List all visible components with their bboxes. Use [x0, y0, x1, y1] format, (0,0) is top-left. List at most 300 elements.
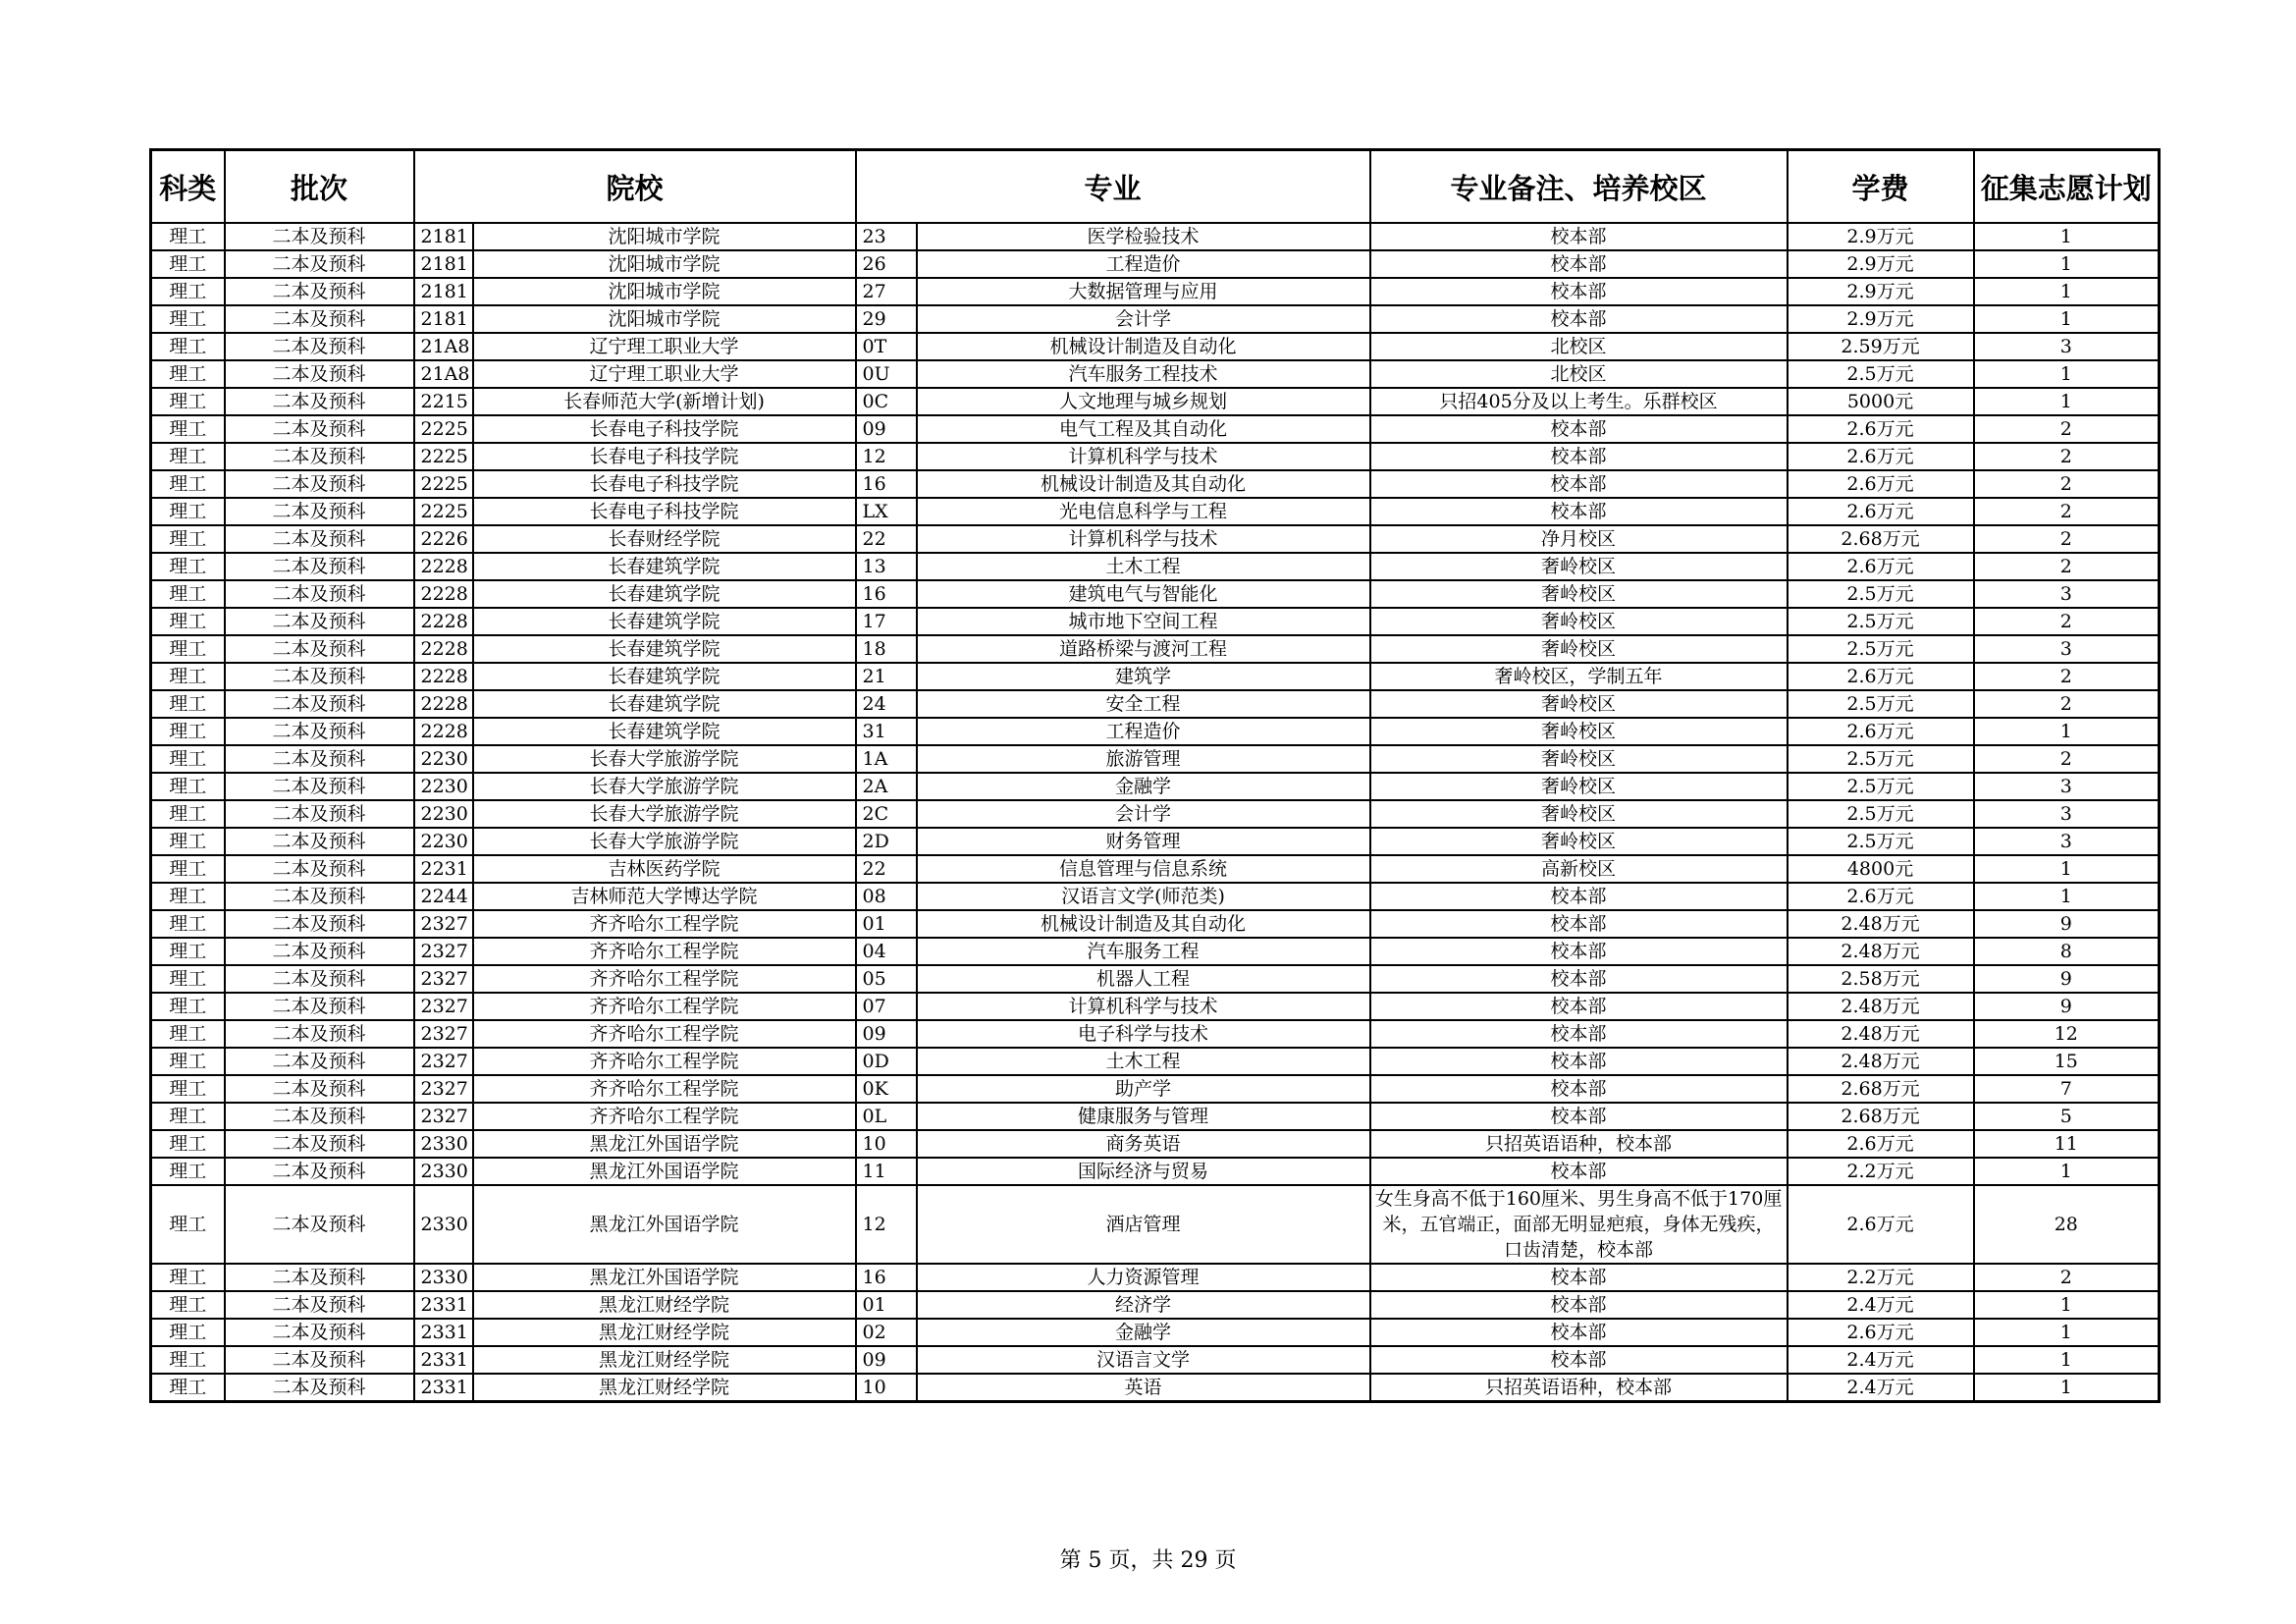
cell-school-name: 长春建筑学院 [473, 690, 856, 718]
cell-fee: 2.68万元 [1788, 1103, 1974, 1130]
cell-batch: 二本及预科 [225, 498, 414, 525]
cell-note: 净月校区 [1370, 525, 1788, 553]
cell-school-name: 黑龙江财经学院 [473, 1374, 856, 1402]
cell-plan: 3 [1974, 635, 2160, 663]
cell-category: 理工 [151, 1374, 225, 1402]
cell-school-code: 2327 [414, 938, 473, 965]
cell-batch: 二本及预科 [225, 1075, 414, 1103]
cell-major-name: 国际经济与贸易 [917, 1158, 1370, 1185]
cell-fee: 2.5万元 [1788, 828, 1974, 855]
cell-school-name: 吉林师范大学博达学院 [473, 883, 856, 910]
cell-school-name: 沈阳城市学院 [473, 250, 856, 278]
cell-major-name: 酒店管理 [917, 1185, 1370, 1264]
cell-school-code: 2181 [414, 250, 473, 278]
table-row [151, 800, 2160, 828]
cell-fee: 2.5万元 [1788, 745, 1974, 773]
cell-major-name: 城市地下空间工程 [917, 608, 1370, 635]
cell-plan: 9 [1974, 993, 2160, 1020]
cell-major-name: 人文地理与城乡规划 [917, 388, 1370, 415]
cell-note: 校本部 [1370, 305, 1788, 333]
cell-category: 理工 [151, 360, 225, 388]
cell-school-name: 长春大学旅游学院 [473, 773, 856, 800]
cell-major-name: 建筑学 [917, 663, 1370, 690]
cell-school-code: 2228 [414, 663, 473, 690]
table-row [151, 1103, 2160, 1130]
table-header [151, 150, 2160, 224]
cell-batch: 二本及预科 [225, 745, 414, 773]
cell-school-code: 2330 [414, 1185, 473, 1264]
cell-note: 校本部 [1370, 498, 1788, 525]
table-row [151, 250, 2160, 278]
cell-category: 理工 [151, 498, 225, 525]
cell-batch: 二本及预科 [225, 360, 414, 388]
cell-school-name: 沈阳城市学院 [473, 223, 856, 250]
cell-school-code: 2327 [414, 993, 473, 1020]
cell-school-name: 辽宁理工职业大学 [473, 360, 856, 388]
cell-major-name: 汉语言文学 [917, 1346, 1370, 1374]
cell-major-code: 09 [856, 1020, 917, 1048]
cell-note: 校本部 [1370, 470, 1788, 498]
cell-school-name: 沈阳城市学院 [473, 305, 856, 333]
cell-note: 奢岭校区，学制五年 [1370, 663, 1788, 690]
cell-major-name: 会计学 [917, 800, 1370, 828]
table-row [151, 1158, 2160, 1185]
cell-note: 只招英语语种，校本部 [1370, 1130, 1788, 1158]
cell-plan: 3 [1974, 580, 2160, 608]
cell-note: 高新校区 [1370, 855, 1788, 883]
cell-major-name: 机械设计制造及其自动化 [917, 470, 1370, 498]
cell-major-name: 财务管理 [917, 828, 1370, 855]
cell-category: 理工 [151, 855, 225, 883]
cell-note: 只招405分及以上考生。乐群校区 [1370, 388, 1788, 415]
cell-batch: 二本及预科 [225, 305, 414, 333]
cell-note: 女生身高不低于160厘米、男生身高不低于170厘米，五官端正，面部无明显疤痕，身体无残疾，口齿清楚，校本部 [1370, 1185, 1788, 1264]
cell-major-code: 07 [856, 993, 917, 1020]
cell-batch: 二本及预科 [225, 1291, 414, 1319]
cell-category: 理工 [151, 1158, 225, 1185]
cell-plan: 2 [1974, 1264, 2160, 1291]
cell-major-code: 04 [856, 938, 917, 965]
cell-school-code: 2331 [414, 1346, 473, 1374]
cell-plan: 2 [1974, 415, 2160, 443]
cell-major-code: 1A [856, 745, 917, 773]
cell-plan: 1 [1974, 718, 2160, 745]
cell-note: 校本部 [1370, 1103, 1788, 1130]
cell-major-name: 机械设计制造及其自动化 [917, 910, 1370, 938]
cell-plan: 3 [1974, 773, 2160, 800]
cell-major-name: 汽车服务工程技术 [917, 360, 1370, 388]
cell-category: 理工 [151, 663, 225, 690]
cell-category: 理工 [151, 608, 225, 635]
table-row [151, 690, 2160, 718]
cell-plan: 9 [1974, 965, 2160, 993]
cell-fee: 2.6万元 [1788, 718, 1974, 745]
cell-note: 校本部 [1370, 993, 1788, 1020]
cell-fee: 2.5万元 [1788, 773, 1974, 800]
cell-school-name: 沈阳城市学院 [473, 278, 856, 305]
cell-fee: 2.2万元 [1788, 1158, 1974, 1185]
table-row [151, 663, 2160, 690]
cell-note: 校本部 [1370, 965, 1788, 993]
admission-plan-table [149, 148, 2161, 1403]
cell-plan: 15 [1974, 1048, 2160, 1075]
cell-plan: 8 [1974, 938, 2160, 965]
cell-note: 奢岭校区 [1370, 553, 1788, 580]
cell-major-name: 医学检验技术 [917, 223, 1370, 250]
cell-note: 校本部 [1370, 1158, 1788, 1185]
cell-school-name: 长春建筑学院 [473, 663, 856, 690]
cell-note: 奢岭校区 [1370, 580, 1788, 608]
cell-major-code: 16 [856, 1264, 917, 1291]
cell-batch: 二本及预科 [225, 718, 414, 745]
table-row [151, 828, 2160, 855]
table-row [151, 443, 2160, 470]
cell-plan: 12 [1974, 1020, 2160, 1048]
table-row [151, 1374, 2160, 1402]
cell-plan: 1 [1974, 883, 2160, 910]
cell-category: 理工 [151, 250, 225, 278]
cell-major-name: 安全工程 [917, 690, 1370, 718]
cell-batch: 二本及预科 [225, 690, 414, 718]
cell-fee: 2.6万元 [1788, 663, 1974, 690]
cell-batch: 二本及预科 [225, 1185, 414, 1264]
cell-school-name: 长春师范大学(新增计划) [473, 388, 856, 415]
table-body [151, 223, 2160, 1402]
header-batch: 批次 [225, 150, 414, 224]
cell-school-code: 2330 [414, 1158, 473, 1185]
cell-school-name: 长春建筑学院 [473, 580, 856, 608]
cell-fee: 2.4万元 [1788, 1374, 1974, 1402]
page-number: 第 5 页，共 29 页 [1059, 1548, 1237, 1573]
cell-plan: 2 [1974, 663, 2160, 690]
cell-note: 奢岭校区 [1370, 773, 1788, 800]
cell-category: 理工 [151, 388, 225, 415]
cell-batch: 二本及预科 [225, 1130, 414, 1158]
cell-fee: 2.48万元 [1788, 993, 1974, 1020]
cell-batch: 二本及预科 [225, 855, 414, 883]
cell-school-code: 2230 [414, 800, 473, 828]
cell-school-code: 2225 [414, 443, 473, 470]
cell-major-code: 18 [856, 635, 917, 663]
cell-major-code: 02 [856, 1319, 917, 1346]
table-row [151, 1020, 2160, 1048]
table-row [151, 223, 2160, 250]
cell-major-name: 商务英语 [917, 1130, 1370, 1158]
cell-school-code: 2327 [414, 1048, 473, 1075]
header-row [151, 150, 2160, 224]
cell-school-name: 长春大学旅游学院 [473, 828, 856, 855]
cell-category: 理工 [151, 828, 225, 855]
cell-note: 校本部 [1370, 223, 1788, 250]
cell-school-name: 长春大学旅游学院 [473, 800, 856, 828]
cell-school-name: 齐齐哈尔工程学院 [473, 938, 856, 965]
cell-plan: 2 [1974, 553, 2160, 580]
cell-school-code: 2330 [414, 1264, 473, 1291]
table-row [151, 1048, 2160, 1075]
cell-major-code: 10 [856, 1130, 917, 1158]
cell-school-code: 2215 [414, 388, 473, 415]
cell-note: 奢岭校区 [1370, 718, 1788, 745]
cell-batch: 二本及预科 [225, 1346, 414, 1374]
cell-school-code: 2181 [414, 278, 473, 305]
cell-school-code: 2228 [414, 608, 473, 635]
cell-fee: 2.48万元 [1788, 1048, 1974, 1075]
cell-school-code: 2181 [414, 305, 473, 333]
cell-major-code: 0L [856, 1103, 917, 1130]
table-row [151, 553, 2160, 580]
cell-school-code: 2230 [414, 773, 473, 800]
table-row [151, 1185, 2160, 1264]
cell-major-code: 23 [856, 223, 917, 250]
table-row [151, 525, 2160, 553]
cell-note: 奢岭校区 [1370, 800, 1788, 828]
cell-batch: 二本及预科 [225, 608, 414, 635]
cell-school-code: 2327 [414, 1020, 473, 1048]
table-row [151, 278, 2160, 305]
cell-fee: 2.6万元 [1788, 553, 1974, 580]
cell-fee: 2.59万元 [1788, 333, 1974, 360]
cell-school-name: 黑龙江外国语学院 [473, 1264, 856, 1291]
cell-school-code: 2327 [414, 910, 473, 938]
cell-batch: 二本及预科 [225, 278, 414, 305]
table-row [151, 360, 2160, 388]
cell-major-code: 2A [856, 773, 917, 800]
cell-school-name: 长春建筑学院 [473, 718, 856, 745]
table-row [151, 1130, 2160, 1158]
cell-major-code: 0K [856, 1075, 917, 1103]
cell-school-name: 长春建筑学院 [473, 635, 856, 663]
cell-major-name: 汽车服务工程 [917, 938, 1370, 965]
cell-fee: 2.4万元 [1788, 1346, 1974, 1374]
cell-school-code: 2230 [414, 828, 473, 855]
cell-fee: 2.9万元 [1788, 305, 1974, 333]
cell-fee: 2.6万元 [1788, 1319, 1974, 1346]
cell-category: 理工 [151, 910, 225, 938]
cell-fee: 2.4万元 [1788, 1291, 1974, 1319]
cell-major-name: 电子科学与技术 [917, 1020, 1370, 1048]
cell-plan: 1 [1974, 250, 2160, 278]
cell-category: 理工 [151, 443, 225, 470]
cell-school-code: 21A8 [414, 333, 473, 360]
table-row [151, 415, 2160, 443]
cell-major-code: LX [856, 498, 917, 525]
cell-fee: 2.5万元 [1788, 800, 1974, 828]
cell-batch: 二本及预科 [225, 1048, 414, 1075]
cell-school-name: 辽宁理工职业大学 [473, 333, 856, 360]
header-plan: 征集志愿计划 [1974, 150, 2160, 224]
cell-plan: 1 [1974, 1319, 2160, 1346]
cell-major-code: 13 [856, 553, 917, 580]
header-category: 科类 [151, 150, 225, 224]
cell-plan: 1 [1974, 1374, 2160, 1402]
cell-note: 校本部 [1370, 938, 1788, 965]
cell-category: 理工 [151, 938, 225, 965]
cell-fee: 2.5万元 [1788, 360, 1974, 388]
cell-major-name: 信息管理与信息系统 [917, 855, 1370, 883]
cell-major-code: 29 [856, 305, 917, 333]
cell-note: 校本部 [1370, 1291, 1788, 1319]
cell-major-name: 工程造价 [917, 250, 1370, 278]
cell-school-code: 2331 [414, 1319, 473, 1346]
cell-note: 奢岭校区 [1370, 690, 1788, 718]
cell-plan: 3 [1974, 800, 2160, 828]
cell-note: 奢岭校区 [1370, 828, 1788, 855]
cell-category: 理工 [151, 1103, 225, 1130]
cell-plan: 2 [1974, 470, 2160, 498]
cell-batch: 二本及预科 [225, 470, 414, 498]
cell-major-name: 英语 [917, 1374, 1370, 1402]
cell-fee: 2.6万元 [1788, 883, 1974, 910]
cell-major-code: 0D [856, 1048, 917, 1075]
cell-major-code: 27 [856, 278, 917, 305]
cell-batch: 二本及预科 [225, 333, 414, 360]
cell-plan: 1 [1974, 305, 2160, 333]
cell-batch: 二本及预科 [225, 1020, 414, 1048]
cell-note: 北校区 [1370, 333, 1788, 360]
cell-plan: 1 [1974, 360, 2160, 388]
cell-batch: 二本及预科 [225, 635, 414, 663]
cell-fee: 2.6万元 [1788, 415, 1974, 443]
cell-major-name: 工程造价 [917, 718, 1370, 745]
cell-fee: 5000元 [1788, 388, 1974, 415]
cell-plan: 7 [1974, 1075, 2160, 1103]
cell-major-code: 09 [856, 415, 917, 443]
cell-school-code: 2225 [414, 498, 473, 525]
cell-major-code: 26 [856, 250, 917, 278]
cell-school-code: 2226 [414, 525, 473, 553]
cell-fee: 2.5万元 [1788, 608, 1974, 635]
cell-school-code: 2331 [414, 1291, 473, 1319]
cell-major-name: 大数据管理与应用 [917, 278, 1370, 305]
table-row [151, 993, 2160, 1020]
cell-major-code: 10 [856, 1374, 917, 1402]
cell-category: 理工 [151, 525, 225, 553]
table-row [151, 388, 2160, 415]
cell-category: 理工 [151, 1319, 225, 1346]
table-row [151, 910, 2160, 938]
cell-school-code: 2181 [414, 223, 473, 250]
cell-plan: 3 [1974, 333, 2160, 360]
cell-major-code: 12 [856, 1185, 917, 1264]
table-row [151, 718, 2160, 745]
cell-note: 奢岭校区 [1370, 745, 1788, 773]
cell-batch: 二本及预科 [225, 443, 414, 470]
cell-major-code: 16 [856, 470, 917, 498]
cell-school-name: 齐齐哈尔工程学院 [473, 965, 856, 993]
cell-batch: 二本及预科 [225, 580, 414, 608]
cell-plan: 2 [1974, 690, 2160, 718]
cell-major-code: 01 [856, 910, 917, 938]
cell-batch: 二本及预科 [225, 663, 414, 690]
cell-major-code: 05 [856, 965, 917, 993]
cell-category: 理工 [151, 1020, 225, 1048]
cell-note: 校本部 [1370, 1346, 1788, 1374]
cell-fee: 2.9万元 [1788, 278, 1974, 305]
header-fee: 学费 [1788, 150, 1974, 224]
table-row [151, 1291, 2160, 1319]
cell-plan: 9 [1974, 910, 2160, 938]
cell-batch: 二本及预科 [225, 388, 414, 415]
cell-school-code: 2225 [414, 415, 473, 443]
cell-school-code: 2228 [414, 553, 473, 580]
cell-school-name: 长春电子科技学院 [473, 415, 856, 443]
cell-plan: 1 [1974, 1291, 2160, 1319]
cell-school-code: 2331 [414, 1374, 473, 1402]
cell-school-code: 2327 [414, 1075, 473, 1103]
cell-fee: 2.5万元 [1788, 580, 1974, 608]
cell-major-code: 11 [856, 1158, 917, 1185]
cell-category: 理工 [151, 1130, 225, 1158]
header-school: 院校 [414, 150, 856, 224]
cell-plan: 1 [1974, 1346, 2160, 1374]
header-major: 专业 [856, 150, 1370, 224]
table-row [151, 1264, 2160, 1291]
cell-fee: 2.58万元 [1788, 965, 1974, 993]
cell-note: 校本部 [1370, 1319, 1788, 1346]
cell-major-code: 16 [856, 580, 917, 608]
cell-batch: 二本及预科 [225, 223, 414, 250]
cell-major-name: 光电信息科学与工程 [917, 498, 1370, 525]
cell-batch: 二本及预科 [225, 525, 414, 553]
cell-major-code: 17 [856, 608, 917, 635]
cell-category: 理工 [151, 333, 225, 360]
cell-category: 理工 [151, 278, 225, 305]
cell-major-code: 09 [856, 1346, 917, 1374]
table-row [151, 1075, 2160, 1103]
table-row [151, 745, 2160, 773]
cell-plan: 1 [1974, 223, 2160, 250]
cell-category: 理工 [151, 1185, 225, 1264]
cell-major-code: 0U [856, 360, 917, 388]
cell-school-name: 黑龙江财经学院 [473, 1346, 856, 1374]
cell-plan: 2 [1974, 443, 2160, 470]
cell-batch: 二本及预科 [225, 883, 414, 910]
cell-fee: 2.5万元 [1788, 690, 1974, 718]
cell-school-name: 长春电子科技学院 [473, 470, 856, 498]
cell-batch: 二本及预科 [225, 938, 414, 965]
cell-school-name: 齐齐哈尔工程学院 [473, 1075, 856, 1103]
cell-school-code: 2228 [414, 635, 473, 663]
cell-school-code: 2228 [414, 690, 473, 718]
cell-batch: 二本及预科 [225, 1319, 414, 1346]
cell-major-name: 计算机科学与技术 [917, 443, 1370, 470]
cell-fee: 2.9万元 [1788, 223, 1974, 250]
cell-school-code: 2228 [414, 718, 473, 745]
cell-major-name: 电气工程及其自动化 [917, 415, 1370, 443]
table-row [151, 305, 2160, 333]
table-row [151, 580, 2160, 608]
cell-category: 理工 [151, 745, 225, 773]
cell-batch: 二本及预科 [225, 965, 414, 993]
cell-note: 北校区 [1370, 360, 1788, 388]
cell-school-name: 黑龙江外国语学院 [473, 1158, 856, 1185]
cell-batch: 二本及预科 [225, 415, 414, 443]
cell-batch: 二本及预科 [225, 553, 414, 580]
cell-fee: 2.68万元 [1788, 1075, 1974, 1103]
cell-school-code: 2330 [414, 1130, 473, 1158]
cell-category: 理工 [151, 965, 225, 993]
table-row [151, 608, 2160, 635]
cell-school-code: 2327 [414, 1103, 473, 1130]
cell-major-code: 21 [856, 663, 917, 690]
cell-major-code: 22 [856, 855, 917, 883]
cell-major-name: 土木工程 [917, 1048, 1370, 1075]
cell-major-name: 会计学 [917, 305, 1370, 333]
cell-fee: 2.5万元 [1788, 635, 1974, 663]
cell-major-name: 道路桥梁与渡河工程 [917, 635, 1370, 663]
cell-major-code: 0C [856, 388, 917, 415]
cell-major-name: 金融学 [917, 773, 1370, 800]
